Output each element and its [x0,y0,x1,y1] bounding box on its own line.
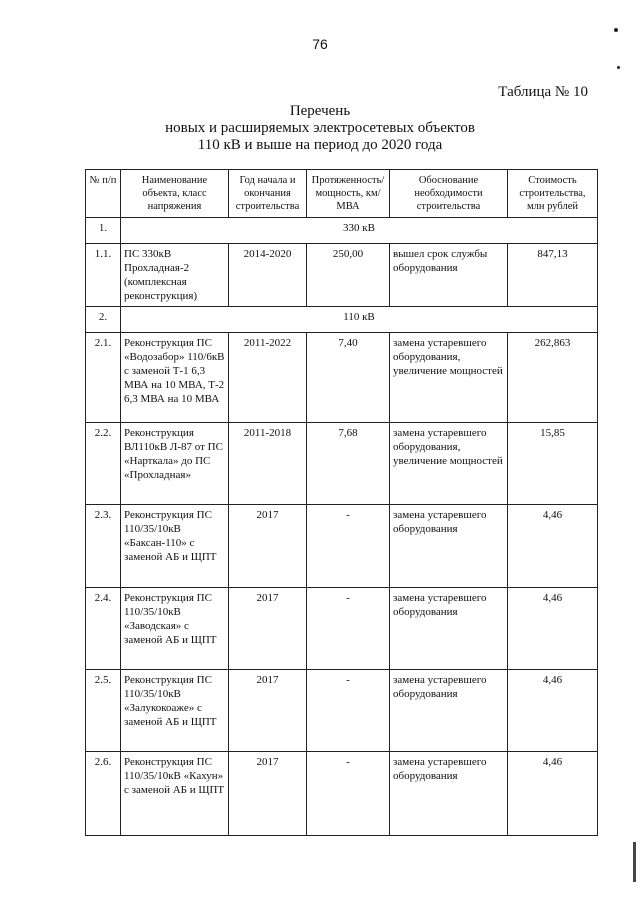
row-name: Реконструкция ПС 110/35/10кВ «Залукокоаже» с заменой АБ и ЩПТ [121,670,229,752]
row-cost: 4,46 [508,670,598,752]
title-line: новых и расширяемых электросетевых объектов [165,120,475,136]
title-line: 110 кВ и выше на период до 2020 года [197,137,443,153]
row-reason: замена устаревшего оборудования [390,670,508,752]
row-reason: замена устаревшего оборудования [390,752,508,836]
row-capacity: 7,40 [307,333,390,423]
section-label: 110 кВ [121,307,598,333]
table-row [86,333,598,423]
column-header-reason: Обоснование необходимости строительства [390,170,508,218]
row-years: 2014-2020 [229,244,307,307]
row-years: 2017 [229,505,307,588]
row-capacity: 250,00 [307,244,390,307]
table-row [86,505,598,588]
column-header-cost: Стоимость строительства, млн рублей [508,170,598,218]
column-header-name: Наименование объекта, класс напряжения [121,170,229,218]
row-capacity: - [307,752,390,836]
scan-speck [614,28,618,32]
row-cost: 262,863 [508,333,598,423]
table-header-row [86,170,598,218]
row-years: 2011-2018 [229,423,307,505]
page-number: 76 [312,36,328,52]
row-num: 2.2. [86,423,121,505]
row-name: Реконструкция ПС «Водозабор» 110/6кВ с заменой Т-1 6,3 МВА на 10 МВА, Т-2 6,3 МВА на 10 МВА [121,333,229,423]
objects-table [85,169,598,836]
row-reason: вышел срок службы оборудования [390,244,508,307]
section-row [86,218,598,244]
scan-edge-mark [633,842,636,882]
row-num: 2.4. [86,588,121,670]
row-name: Реконструкция ПС 110/35/10кВ «Баксан-110» с заменой АБ и ЩПТ [121,505,229,588]
row-reason: замена устаревшего оборудования [390,588,508,670]
row-reason: замена устаревшего оборудования, увеличение мощностей [390,333,508,423]
section-row [86,307,598,333]
row-name: ПС 330кВ Прохладная-2 (комплексная реконструкция) [121,244,229,307]
row-num: 2.3. [86,505,121,588]
row-years: 2011-2022 [229,333,307,423]
column-header-years: Год начала и окончания строительства [229,170,307,218]
row-cost: 847,13 [508,244,598,307]
row-cost: 4,46 [508,588,598,670]
row-capacity: 7,68 [307,423,390,505]
column-header-num: № п/п [86,170,121,218]
row-name: Реконструкция ВЛ110кВ Л-87 от ПС «Нарткала» до ПС «Прохладная» [121,423,229,505]
row-years: 2017 [229,588,307,670]
table-row [86,244,598,307]
row-years: 2017 [229,670,307,752]
row-reason: замена устаревшего оборудования [390,505,508,588]
section-num: 2. [86,307,121,333]
row-cost: 4,46 [508,505,598,588]
row-name: Реконструкция ПС 110/35/10кВ «Заводская» с заменой АБ и ЩПТ [121,588,229,670]
row-num: 2.6. [86,752,121,836]
table-row [86,588,598,670]
row-capacity: - [307,670,390,752]
table-row [86,752,598,836]
table-row [86,670,598,752]
row-num: 2.5. [86,670,121,752]
column-header-capacity: Протяженность/ мощность, км/МВА [307,170,390,218]
row-cost: 15,85 [508,423,598,505]
document-title [0,103,640,154]
row-years: 2017 [229,752,307,836]
scan-speck [617,66,620,69]
row-capacity: - [307,505,390,588]
section-label: 330 кВ [121,218,598,244]
title-line: Перечень [289,103,351,119]
table-label: Таблица № 10 [498,84,588,100]
row-capacity: - [307,588,390,670]
row-reason: замена устаревшего оборудования, увеличение мощностей [390,423,508,505]
row-name: Реконструкция ПС 110/35/10кВ «Кахун» с заменой АБ и ЩПТ [121,752,229,836]
row-num: 2.1. [86,333,121,423]
table-row [86,423,598,505]
section-num: 1. [86,218,121,244]
row-num: 1.1. [86,244,121,307]
row-cost: 4,46 [508,752,598,836]
